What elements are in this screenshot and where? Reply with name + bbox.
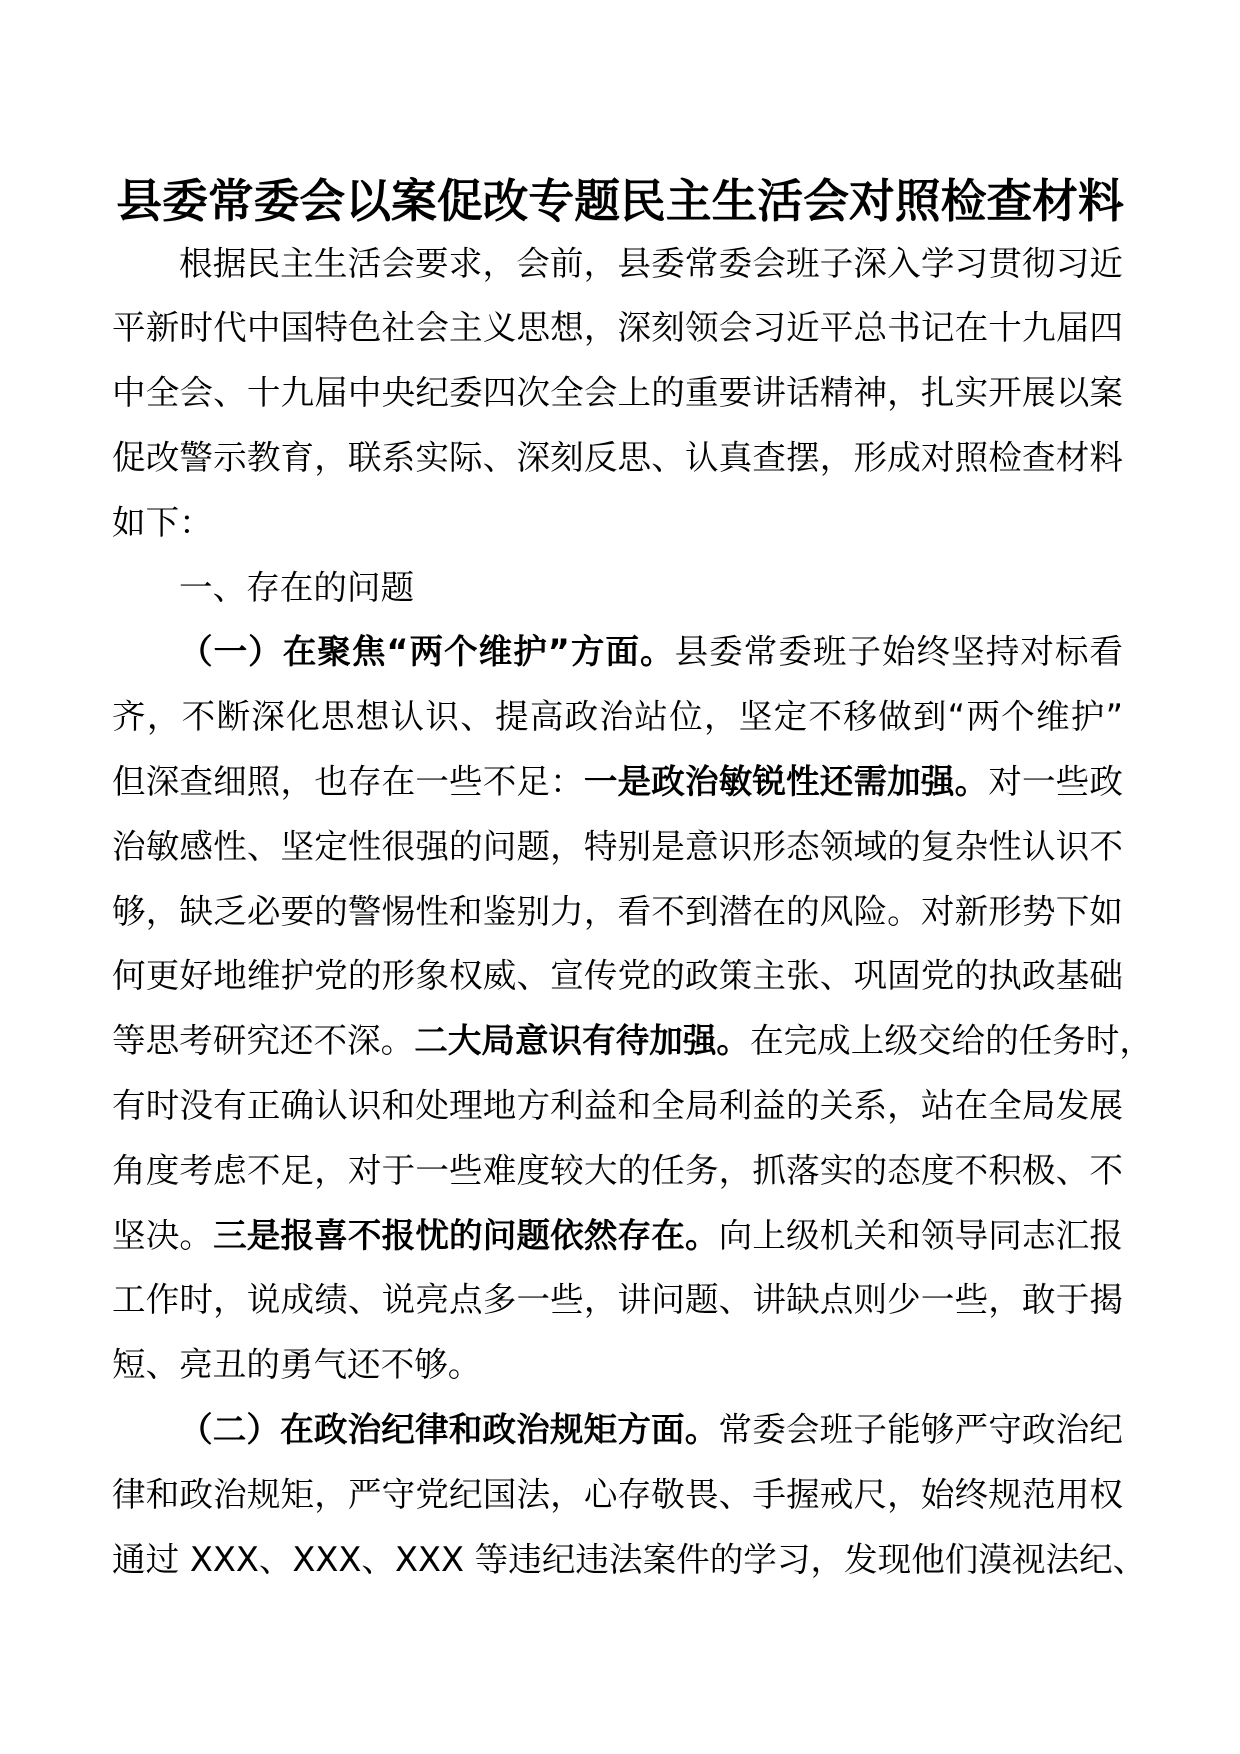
text-line xyxy=(112,1204,1123,1269)
text-run: 够，缺乏必要的警惕性和鉴别力，看不到潜在的风险。对新形势下如 xyxy=(112,891,1123,931)
text-line xyxy=(112,685,1123,750)
text-line xyxy=(112,815,1123,880)
text-run: 中全会、十九届中央纪委四次全会上的重要讲话精神，扎实开展以案 xyxy=(112,373,1123,413)
text-run: 在完成上级交给的任务时， xyxy=(750,1021,1153,1061)
text-run: 坚决。 xyxy=(112,1215,214,1255)
text-line xyxy=(179,232,1123,297)
text-line xyxy=(112,750,1123,815)
text-line xyxy=(112,361,1123,426)
text-run: 何更好地维护党的形象权威、宣传党的政策主张、巩固党的执政基础 xyxy=(112,956,1123,996)
text-line xyxy=(112,426,1123,491)
text-run: 齐，不断深化思想认识、提高政治站位，坚定不移做到“两个维护” xyxy=(112,697,1123,737)
text-run: 有时没有正确认识和处理地方利益和全局利益的关系，站在全局发展 xyxy=(112,1086,1123,1125)
text-line xyxy=(112,491,1123,556)
emphasis-text: 二大局意识有待加强。 xyxy=(414,1021,751,1061)
text-run: 根据民主生活会要求，会前，县委常委会班子深入学习贯彻习近 xyxy=(179,243,1123,283)
text-line xyxy=(179,556,1123,621)
text-run: 治敏感性、坚定性很强的问题，特别是意识形态领域的复杂性认识不 xyxy=(112,826,1123,866)
text-run: 等思考研究还不深。 xyxy=(112,1021,415,1061)
emphasis-text: 一是政治敏锐性还需加强。 xyxy=(583,762,989,801)
text-line xyxy=(179,1398,1123,1463)
text-run: 一、存在的问题 xyxy=(179,567,415,607)
text-line xyxy=(112,1139,1123,1204)
text-line xyxy=(112,1333,1123,1398)
text-run: 短、亮丑的勇气还不够。 xyxy=(112,1345,482,1385)
text-run: 工作时，说成绩、说亮点多一些，讲问题、讲缺点则少一些，敢于揭 xyxy=(112,1280,1123,1320)
text-run: 但深查细照，也存在一些不足： xyxy=(112,762,584,801)
text-line xyxy=(112,1074,1123,1139)
text-line xyxy=(112,1009,1153,1074)
text-line xyxy=(112,880,1123,945)
text-run: 通过 XXX、XXX、XXX 等违纪违法案件的学习，发现他们漠视法纪、 xyxy=(112,1539,1147,1579)
text-run: 对一些政 xyxy=(988,762,1123,801)
text-line xyxy=(112,1268,1123,1333)
document-title: 县委常委会以案促改专题民主生活会对照检查材料 xyxy=(116,174,1124,228)
text-line xyxy=(112,1463,1123,1528)
text-run: 常委会班子能够严守政治纪 xyxy=(718,1410,1123,1449)
text-run: 角度考虑不足，对于一些难度较大的任务，抓落实的态度不积极、不 xyxy=(112,1150,1123,1190)
text-line xyxy=(112,1528,1147,1593)
text-run: 平新时代中国特色社会主义思想，深刻领会习近平总书记在十九届四 xyxy=(112,308,1123,348)
emphasis-text: （一）在聚焦“两个维护”方面。 xyxy=(179,632,675,672)
text-run: 促改警示教育，联系实际、深刻反思、认真查摆，形成对照检查材料 xyxy=(112,438,1123,477)
text-run: 如下： xyxy=(112,502,213,542)
text-line xyxy=(112,296,1123,361)
text-run: 向上级机关和领导同志汇报 xyxy=(718,1215,1123,1255)
text-run: 律和政治规矩，严守党纪国法，心存敬畏、手握戒尺，始终规范用权 xyxy=(112,1474,1123,1514)
emphasis-text: 三是报喜不报忧的问题依然存在。 xyxy=(213,1215,719,1255)
emphasis-text: （二）在政治纪律和政治规矩方面。 xyxy=(179,1410,719,1449)
text-run: 县委常委班子始终坚持对标看 xyxy=(674,632,1123,672)
text-line xyxy=(179,620,1123,685)
text-line xyxy=(112,944,1123,1009)
